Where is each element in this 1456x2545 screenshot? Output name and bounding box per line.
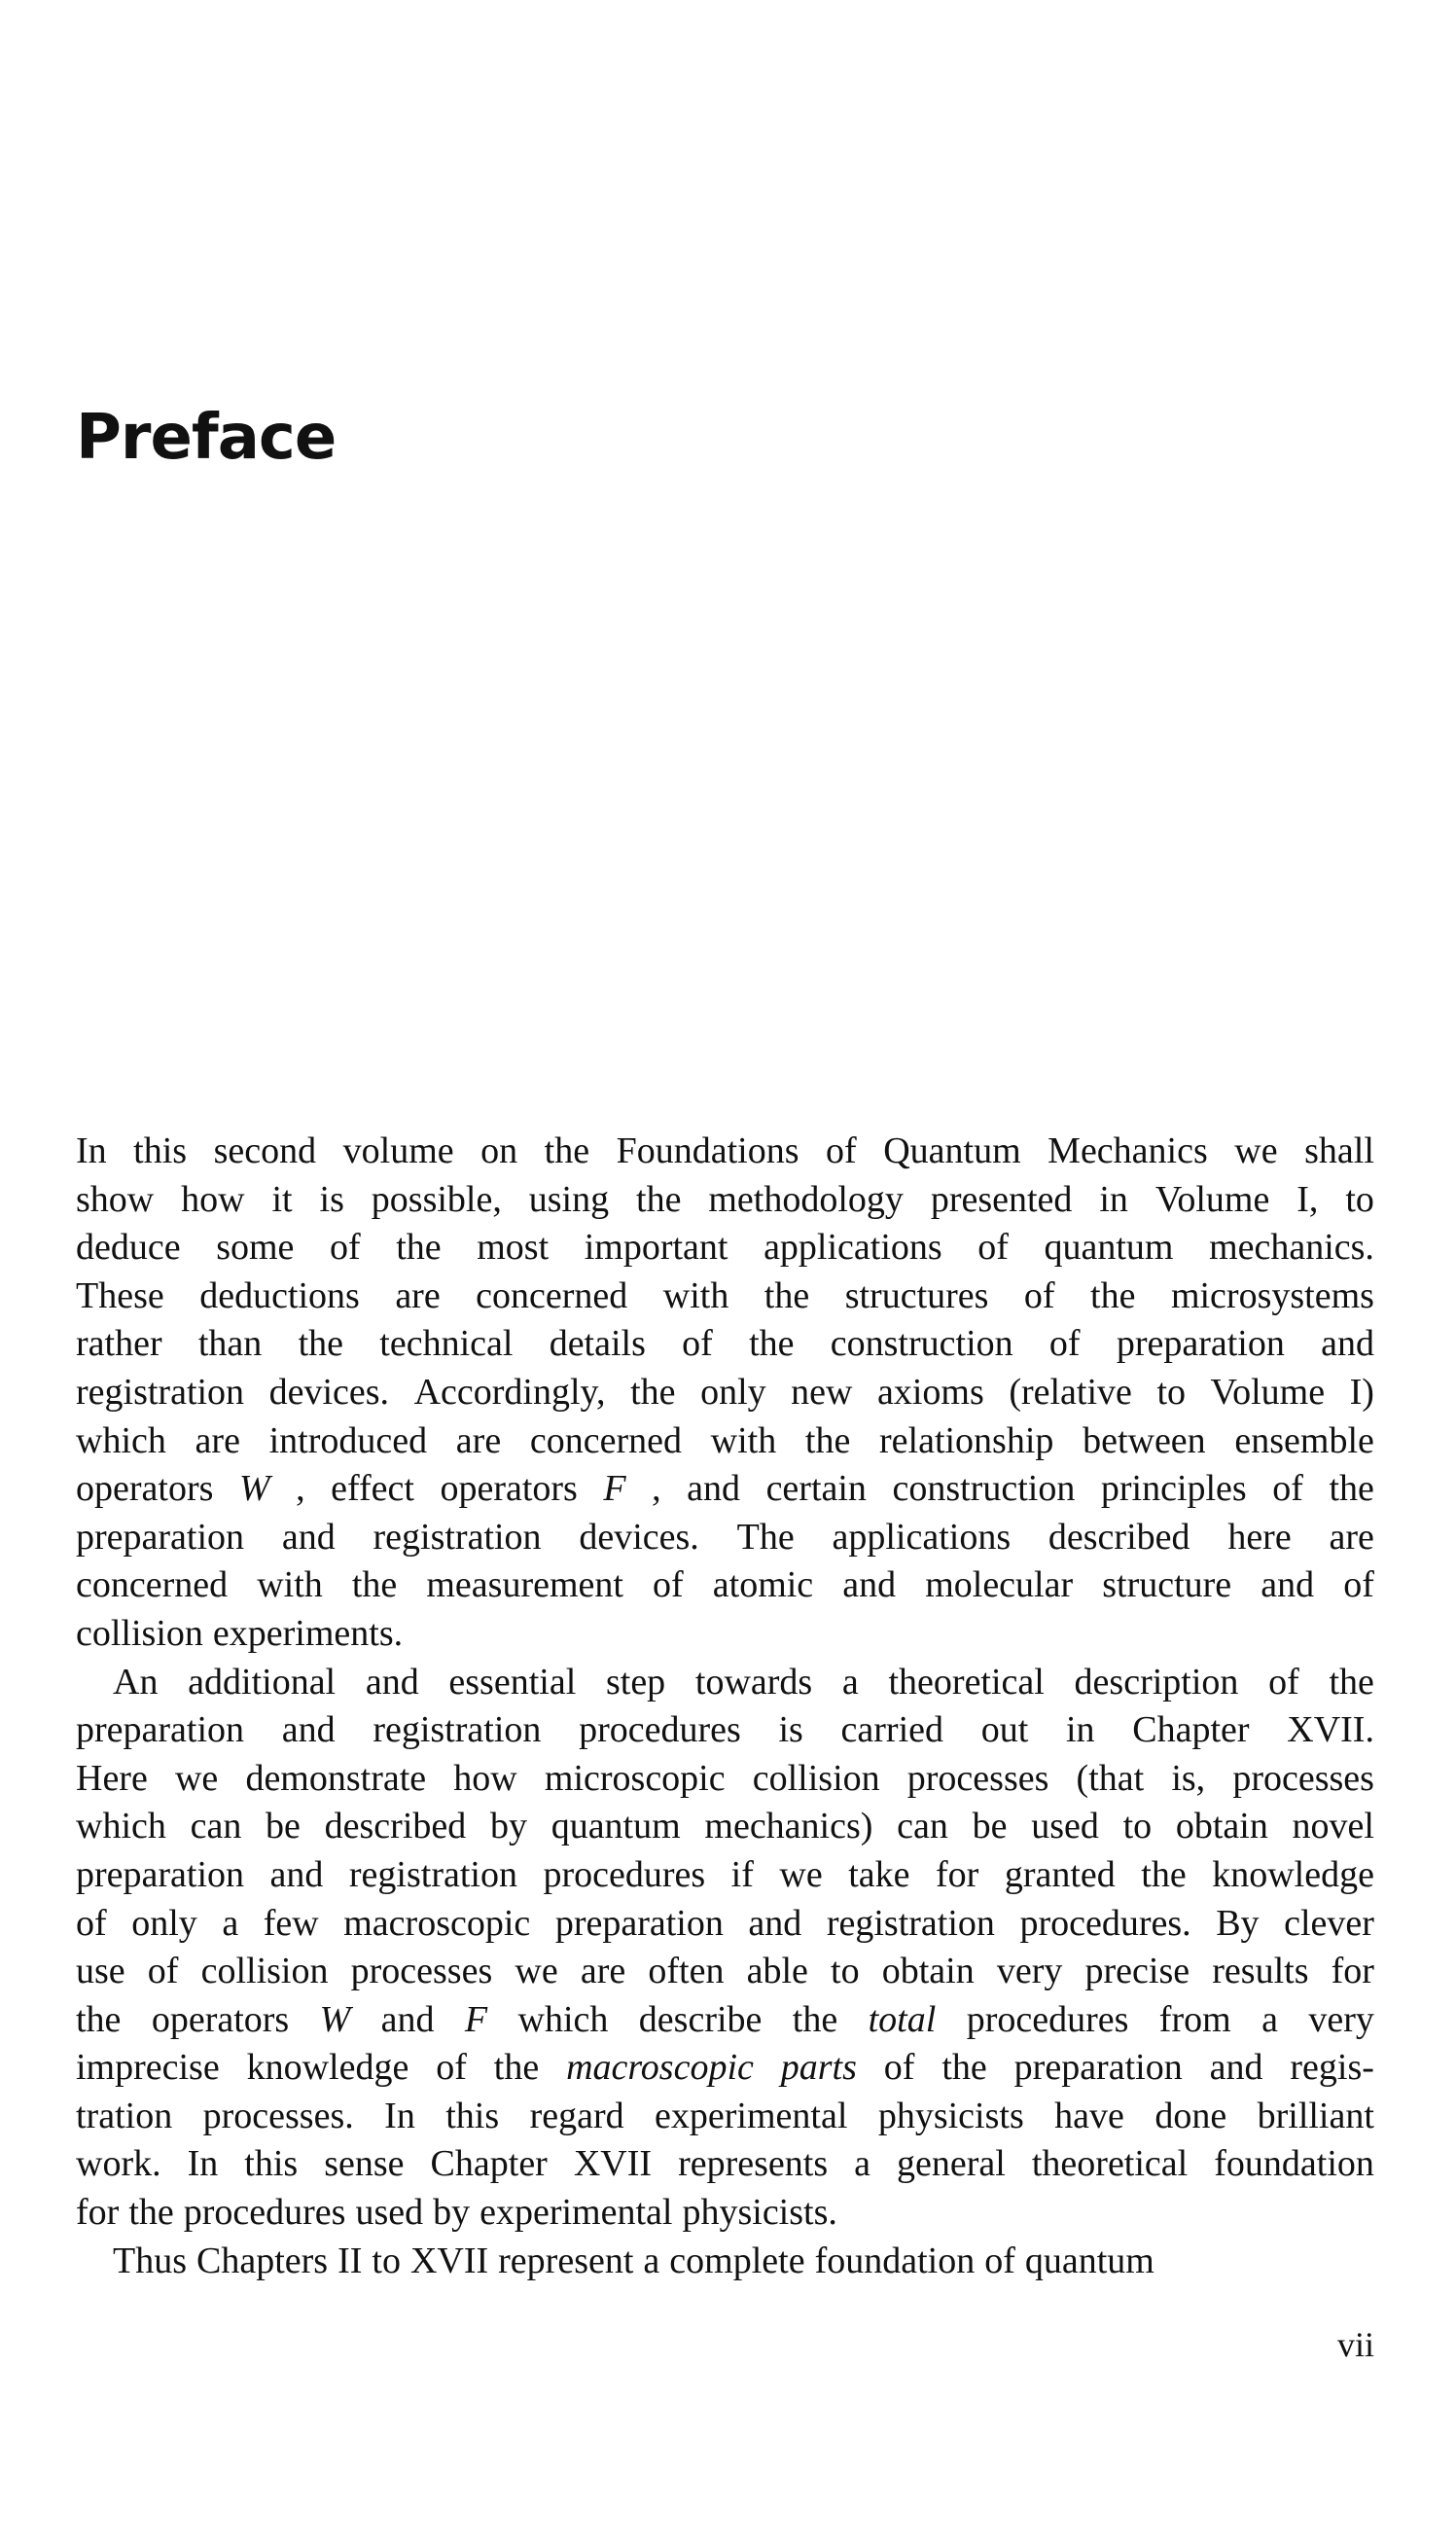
text-line: An additional and essential step towards a theoretical description of the	[113, 1661, 1374, 1703]
page-title: Preface	[76, 402, 337, 474]
text-line: which can be described by quantum mechanics) can be used to obtain novel	[76, 1806, 1374, 1847]
text-line: These deductions are concerned with the structures of the microsystems	[76, 1274, 1374, 1316]
text-line: tration processes. In this regard experimental physicists have done brilliant	[76, 2095, 1374, 2136]
text-line: preparation and registration devices. The applications described here are	[76, 1516, 1374, 1558]
text-line: concerned with the measurement of atomic and molecular structure and of	[76, 1564, 1374, 1606]
text-line: operators W , effect operators F , and certain construction principles of the	[76, 1468, 1374, 1510]
page-number: vii	[1336, 2325, 1374, 2364]
text-line: the operators W and F which describe the total procedures from a very	[76, 1998, 1374, 2040]
text-line: show how it is possible, using the methodology presented in Volume I, to	[76, 1178, 1374, 1220]
text-line: use of collision processes we are often able to obtain very precise results for	[76, 1951, 1374, 1992]
text-line: for the procedures used by experimental physicists.	[76, 2192, 837, 2234]
paragraph	[76, 1659, 1374, 2238]
text-line: registration devices. Accordingly, the only new axioms (relative to Volume I)	[76, 1371, 1374, 1413]
text-line: work. In this sense Chapter XVII represents a general theoretical foundation	[76, 2143, 1374, 2185]
text-line: collision experiments.	[76, 1612, 404, 1654]
text-line: imprecise knowledge of the macroscopic parts of the preparation and regis-	[76, 2047, 1374, 2089]
text-line: Here we demonstrate how microscopic collision processes (that is, processes	[76, 1757, 1374, 1799]
text-line: rather than the technical details of the construction of preparation and	[76, 1323, 1374, 1365]
text-line: Thus Chapters II to XVII represent a complete foundation of quantum	[113, 2240, 1154, 2281]
text-line: deduce some of the most important applications of quantum mechanics.	[76, 1227, 1374, 1269]
paragraph	[76, 1128, 1374, 1659]
text-line: In this second volume on the Foundations of Quantum Mechanics we shall	[76, 1130, 1374, 1171]
text-line: preparation and registration procedures if we take for granted the knowledge	[76, 1853, 1374, 1895]
text-line: of only a few macroscopic preparation and registration procedures. By clever	[76, 1902, 1374, 1944]
body-text	[76, 1128, 1374, 2285]
text-line: preparation and registration procedures is carried out in Chapter XVII.	[76, 1709, 1374, 1751]
paragraph	[76, 2238, 1374, 2286]
text-line: which are introduced are concerned with the relationship between ensemble	[76, 1419, 1374, 1461]
